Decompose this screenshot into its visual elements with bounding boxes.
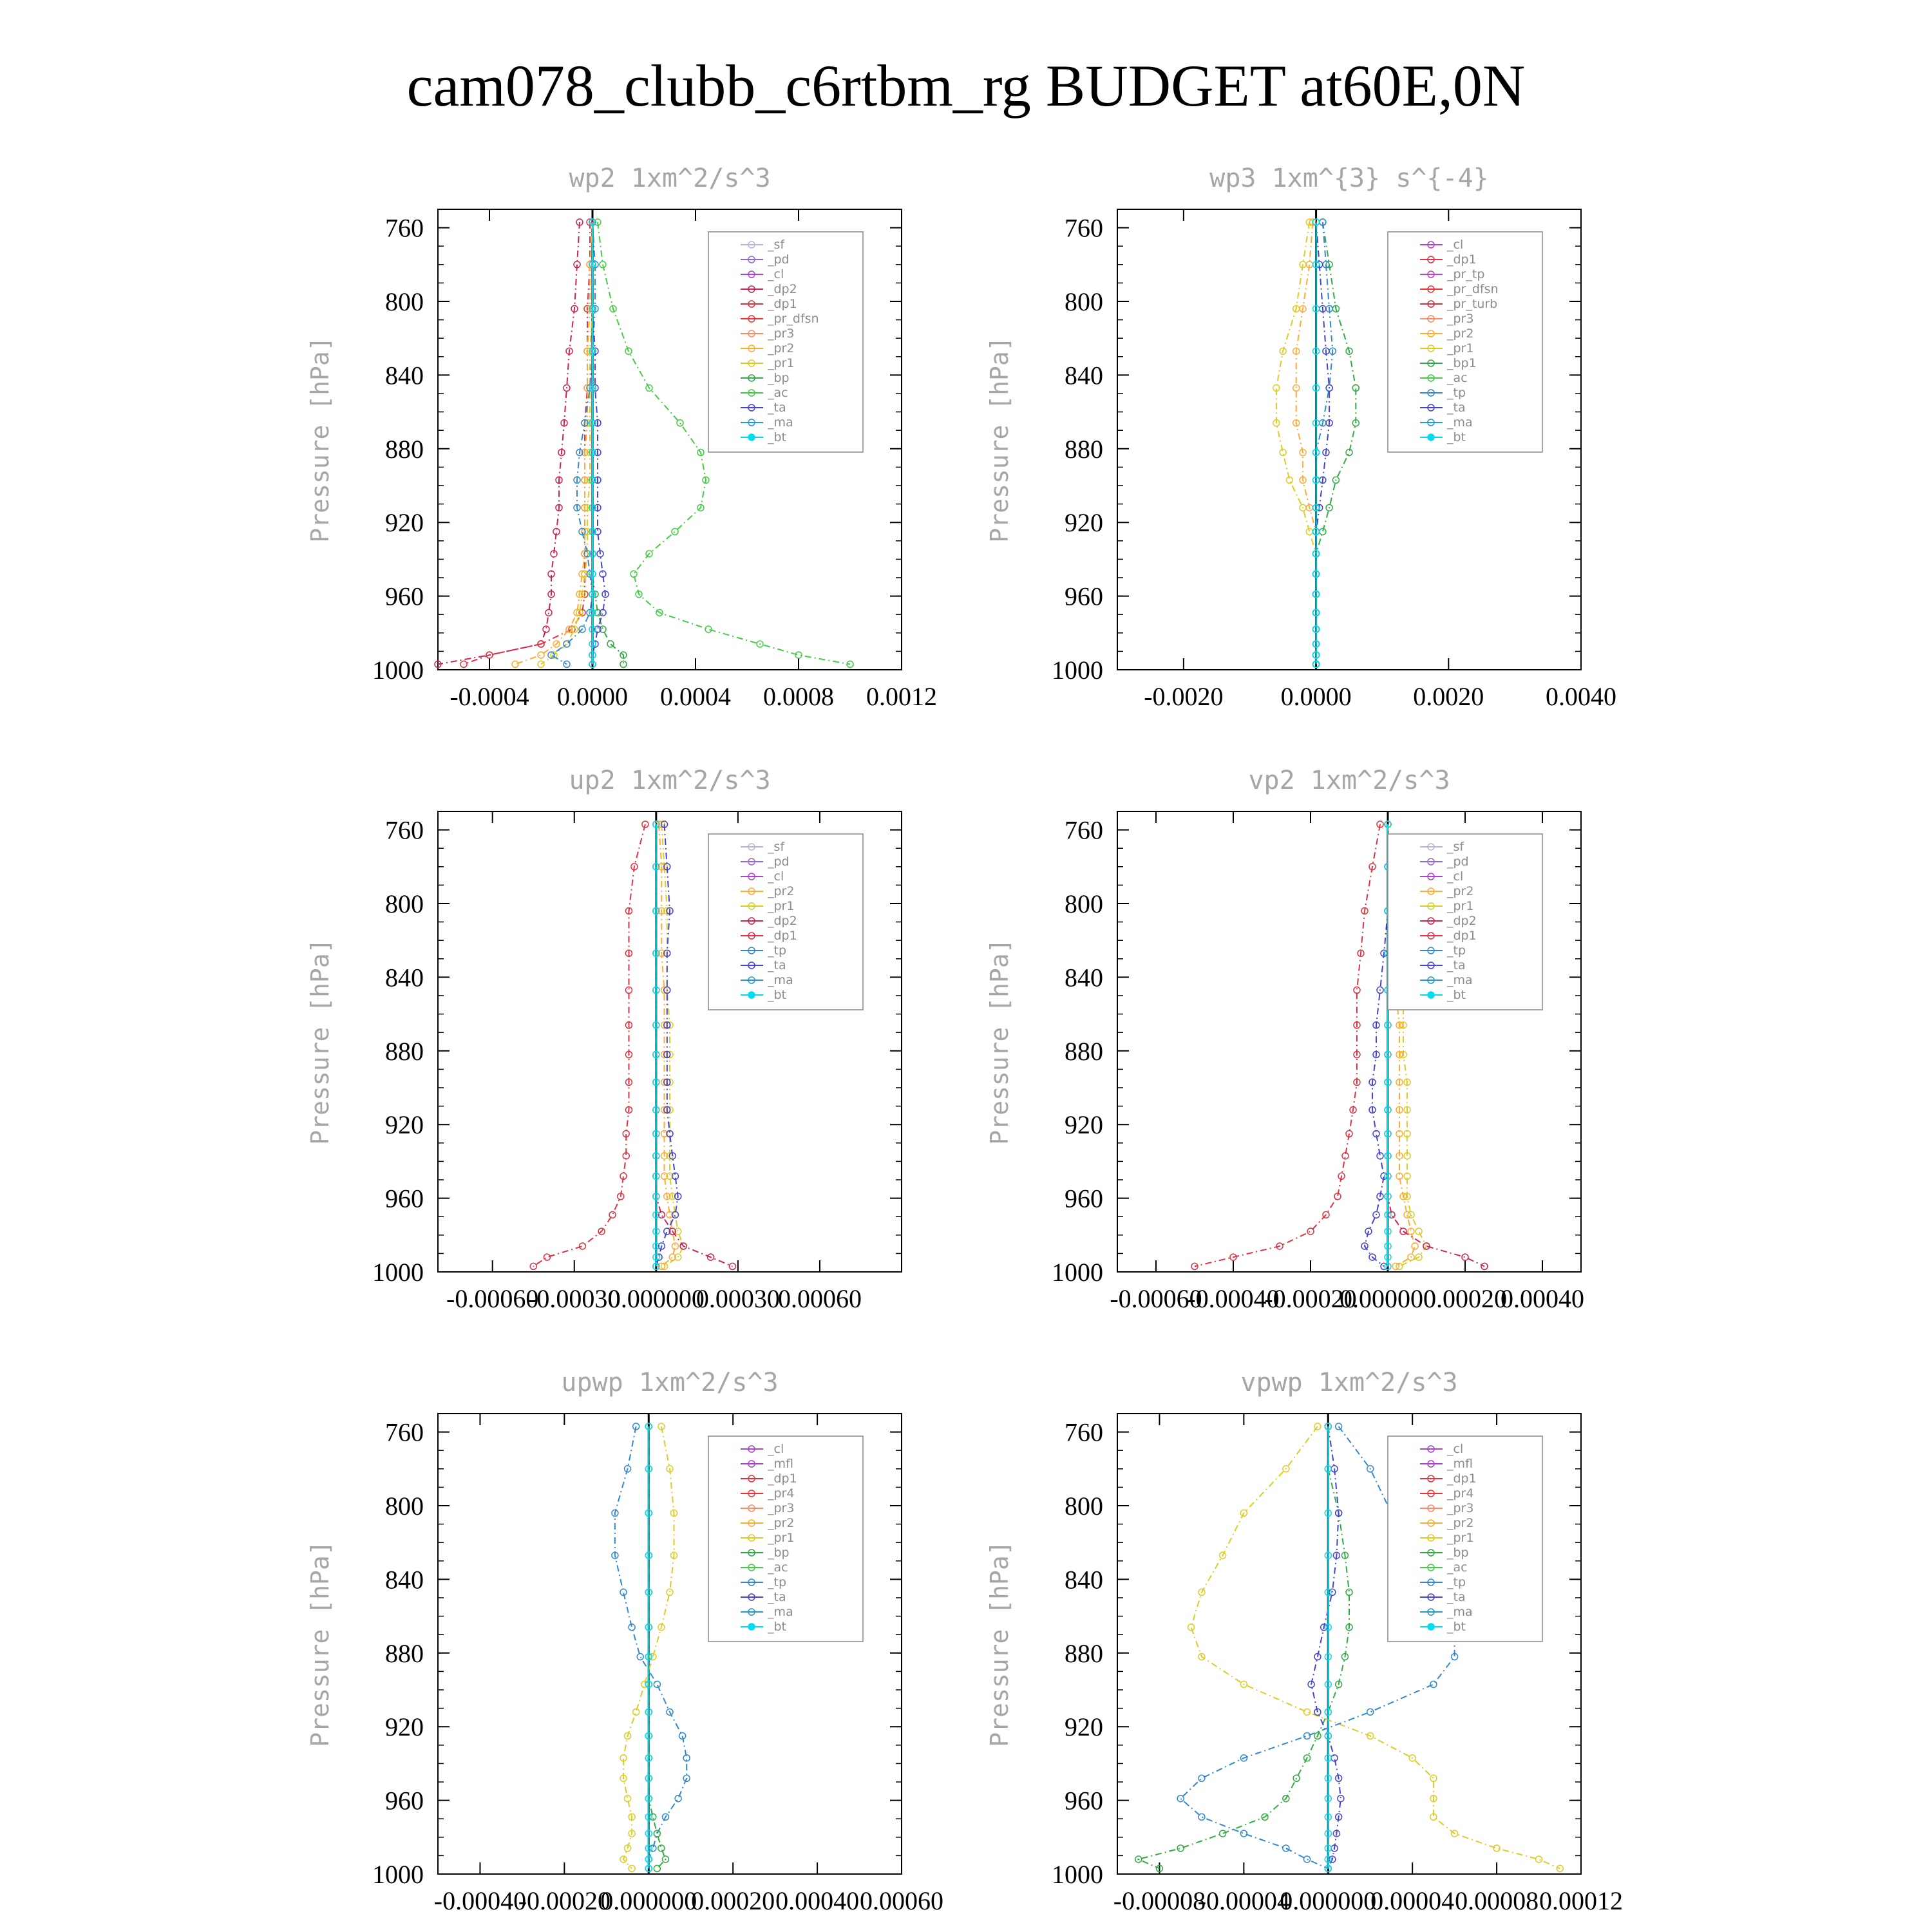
- legend-entry: _pr4: [1447, 1486, 1474, 1501]
- y-tick-label: 920: [1065, 1110, 1103, 1140]
- legend-entry: _ac: [1447, 1560, 1468, 1575]
- panel-3: [985, 766, 1584, 1313]
- marker-p5-_tp-13: [1198, 1814, 1205, 1820]
- y-tick-label: 1000: [1052, 656, 1103, 685]
- legend-entry: _dp2: [768, 282, 797, 296]
- marker-p5-_tp-12: [1177, 1795, 1184, 1802]
- x-tick-label: -0.00060: [1110, 1284, 1202, 1313]
- y-tick-label: 1000: [1052, 1258, 1103, 1287]
- series-line-_tp: [1316, 222, 1333, 664]
- marker-p0-_ac-5: [677, 420, 683, 426]
- legend-entry: _ta: [768, 1590, 786, 1604]
- legend-entry: _pd: [768, 855, 790, 869]
- marker-p2-_dp2-17: [729, 1263, 735, 1269]
- legend-entry: _sf: [768, 840, 785, 854]
- y-tick-label: 800: [385, 889, 424, 918]
- legend-entry: _tp: [768, 943, 787, 958]
- y-tick-label: 840: [385, 1565, 424, 1595]
- legend-entry: _cl: [768, 267, 784, 281]
- x-tick-label: 0.00004: [1370, 1886, 1455, 1915]
- marker-p5-_tp-9: [1304, 1733, 1311, 1739]
- marker-p0-_pr2-17: [512, 661, 518, 667]
- y-tick-label: 880: [1065, 434, 1103, 464]
- x-tick-label: -0.00030: [528, 1284, 621, 1313]
- legend-entry: _pr3: [768, 1501, 795, 1515]
- marker-p0-_bp-15: [607, 641, 614, 647]
- legend-entry: _pr1: [1447, 1531, 1474, 1545]
- legend-entry: _dp1: [1447, 252, 1477, 267]
- legend-entry: _pr2: [768, 1516, 795, 1530]
- series-line-_dp1: [533, 824, 645, 1266]
- y-tick-label: 800: [385, 1492, 424, 1520]
- legend-entry: _ma: [768, 1605, 793, 1619]
- y-tick-label: 920: [385, 1110, 424, 1140]
- y-tick-label: 880: [385, 1036, 424, 1066]
- marker-p4-_tp-12: [675, 1795, 681, 1802]
- legend-entry: _pr3: [1447, 1501, 1474, 1515]
- panel-5: [985, 1368, 1623, 1915]
- series-line-_dp1: [1195, 824, 1380, 1266]
- y-tick-label: 800: [385, 287, 424, 316]
- legend-entry: _ac: [1447, 371, 1468, 385]
- legend-entry: _pr1: [1447, 341, 1474, 355]
- y-tick-label: 760: [385, 815, 424, 845]
- legend-entry: _pr4: [768, 1486, 795, 1501]
- x-tick-label: 0.000000: [1340, 1284, 1436, 1313]
- y-tick-label: 840: [1065, 963, 1103, 992]
- x-tick-label: -0.00040: [433, 1886, 527, 1915]
- series-line-_pr2: [515, 222, 592, 664]
- marker-p4-_bp-17: [654, 1865, 660, 1871]
- y-tick-label: 960: [1065, 582, 1103, 611]
- y-axis-label: Pressure [hPa]: [985, 1540, 1014, 1747]
- legend-marker: [748, 434, 755, 440]
- series-line-_pr1: [1276, 222, 1316, 664]
- legend-entry: _ac: [768, 1560, 788, 1575]
- marker-p5-_tp-15: [1283, 1845, 1289, 1852]
- legend-entry: _sf: [1447, 840, 1464, 854]
- legend-entry: _cl: [768, 869, 784, 884]
- y-tick-label: 800: [1065, 889, 1103, 918]
- legend-entry: _bt: [1447, 1620, 1466, 1634]
- legend-entry: _pr2: [1447, 884, 1474, 898]
- legend-entry: _bt: [1447, 988, 1466, 1002]
- legend-entry: _pr1: [768, 899, 795, 913]
- legend-entry: _bp1: [1447, 356, 1477, 370]
- legend-entry: _bt: [768, 430, 787, 444]
- legend-entry: _ma: [1447, 1605, 1473, 1619]
- marker-p5-_tp-8: [1367, 1709, 1374, 1715]
- series-line-_tp: [615, 1426, 687, 1868]
- legend-entry: _pr2: [768, 341, 795, 355]
- x-tick-label: 0.00020: [691, 1886, 775, 1915]
- marker-p5-_tp-7: [1430, 1681, 1437, 1687]
- marker-p5-_ta-12: [1338, 1795, 1344, 1802]
- legend-marker: [1428, 992, 1434, 998]
- y-tick-label: 960: [385, 1184, 424, 1213]
- x-tick-label: -0.00020: [1264, 1284, 1357, 1313]
- y-tick-label: 920: [1065, 1712, 1103, 1742]
- x-tick-label: 0.00040: [775, 1886, 860, 1915]
- legend-entry: _ta: [768, 401, 786, 415]
- y-axis-label: Pressure [hPa]: [306, 1540, 334, 1747]
- series-line-_ta: [1311, 1426, 1341, 1868]
- panel-2: [306, 766, 902, 1313]
- legend-entry: _tp: [1447, 386, 1466, 400]
- y-tick-label: 960: [385, 1786, 424, 1815]
- legend-entry: _pr2: [768, 884, 795, 898]
- x-tick-label: -0.00020: [518, 1886, 611, 1915]
- y-axis-label: Pressure [hPa]: [306, 938, 334, 1145]
- y-tick-label: 760: [1065, 815, 1103, 845]
- marker-p0-_ac-9: [672, 529, 678, 535]
- x-tick-label: 0.000000: [1280, 1886, 1377, 1915]
- marker-p3-_dp2-17: [1481, 1263, 1488, 1269]
- legend-entry: _dp2: [1447, 914, 1477, 928]
- marker-p4-_tp-7: [654, 1681, 660, 1687]
- legend-marker: [748, 992, 755, 998]
- panel-title: wp2 1xm^2/s^3: [569, 164, 771, 193]
- legend-entry: _dp1: [768, 929, 797, 943]
- marker-p3-_pr2-13: [1404, 1211, 1410, 1218]
- x-tick-label: 0.00060: [777, 1284, 862, 1313]
- marker-p5-_tp-16: [1304, 1856, 1311, 1862]
- series-line-_dp2: [438, 222, 580, 664]
- y-tick-label: 880: [385, 1638, 424, 1668]
- legend-entry: _ta: [1447, 1590, 1466, 1604]
- x-tick-label: 0.00012: [1539, 1886, 1623, 1915]
- legend-entry: _ma: [1447, 415, 1473, 430]
- y-tick-label: 880: [1065, 1638, 1103, 1668]
- marker-p5-_bp-14: [1220, 1830, 1226, 1837]
- legend-entry: _pr3: [1447, 312, 1474, 326]
- marker-p2-_dp1-13: [609, 1211, 616, 1218]
- marker-p5-_tp-14: [1240, 1830, 1247, 1837]
- marker-p3-_pr1-14: [1416, 1228, 1422, 1235]
- panel-title: wp3 1xm^{3} s^{-4}: [1209, 164, 1489, 193]
- x-tick-label: 0.00020: [1423, 1284, 1507, 1313]
- marker-p0-_pr1-17: [538, 661, 544, 667]
- marker-p0-_pr2-16: [538, 652, 544, 658]
- legend-entry: _mfl: [1447, 1457, 1473, 1471]
- x-tick-label: 0.000000: [607, 1284, 705, 1313]
- x-tick-label: 0.00060: [860, 1886, 943, 1915]
- marker-p2-_dp1-15: [579, 1243, 585, 1249]
- x-tick-label: 0.0000: [557, 682, 628, 711]
- y-tick-label: 800: [1065, 287, 1103, 316]
- marker-p5-_tp-11: [1198, 1775, 1205, 1781]
- series-line-_bp: [649, 1426, 665, 1868]
- legend-entry: _pd: [1447, 855, 1469, 869]
- legend-entry: _pr_dfsn: [1447, 282, 1499, 296]
- legend-entry: _pr3: [768, 327, 795, 341]
- legend-entry: _mfl: [768, 1457, 793, 1471]
- marker-p0-_bp-17: [620, 661, 627, 667]
- y-tick-label: 960: [385, 582, 424, 611]
- y-tick-label: 960: [1065, 1184, 1103, 1213]
- marker-p3-_pr2-15: [1412, 1243, 1418, 1249]
- y-tick-label: 760: [1065, 213, 1103, 243]
- marker-p5-_pr1-8: [1304, 1709, 1311, 1715]
- x-tick-label: -0.00040: [1187, 1284, 1280, 1313]
- y-tick-label: 840: [1065, 1565, 1103, 1595]
- y-tick-label: 960: [1065, 1786, 1103, 1815]
- panel-title: vpwp 1xm^2/s^3: [1240, 1368, 1458, 1397]
- panel-0: [306, 164, 937, 711]
- x-tick-label: 0.00040: [1501, 1284, 1584, 1313]
- legend-entry: _bp: [768, 371, 790, 385]
- legend-entry: _ma: [768, 973, 793, 987]
- legend-entry: _ta: [1447, 401, 1466, 415]
- legend-entry: _dp1: [768, 1472, 797, 1486]
- y-tick-label: 1000: [372, 1258, 424, 1287]
- x-tick-label: 0.0012: [866, 682, 937, 711]
- legend-entry: _tp: [768, 1575, 787, 1589]
- marker-p3-_pr2-17: [1392, 1263, 1399, 1269]
- marker-p0-_tp-17: [564, 661, 570, 667]
- y-tick-label: 920: [385, 508, 424, 538]
- panel-4: [306, 1368, 943, 1915]
- legend-entry: _cl: [1447, 238, 1464, 252]
- legend-entry: _sf: [768, 238, 785, 252]
- x-tick-label: 0.0000: [1280, 682, 1352, 711]
- x-tick-label: -0.00004: [1197, 1886, 1291, 1915]
- legend-entry: _bt: [768, 988, 787, 1002]
- page-title: cam078_clubb_c6rtbm_rg BUDGET at60E,0N: [406, 53, 1526, 118]
- legend-entry: _dp1: [1447, 929, 1477, 943]
- y-tick-label: 760: [385, 1417, 424, 1447]
- y-tick-label: 920: [1065, 508, 1103, 538]
- legend-entry: _dp1: [768, 297, 797, 311]
- panel-title: up2 1xm^2/s^3: [569, 766, 771, 795]
- y-tick-label: 1000: [372, 656, 424, 685]
- legend-entry: _bp: [768, 1546, 790, 1560]
- x-tick-label: 0.0004: [660, 682, 731, 711]
- y-tick-label: 840: [385, 361, 424, 390]
- y-tick-label: 840: [385, 963, 424, 992]
- legend-entry: _ma: [1447, 973, 1473, 987]
- legend-entry: _dp2: [768, 914, 797, 928]
- legend-entry: _pr_turb: [1447, 297, 1498, 311]
- panel-title: vp2 1xm^2/s^3: [1248, 766, 1450, 795]
- marker-p0-_dp2-13: [545, 609, 552, 616]
- legend-entry: _pr_dfsn: [768, 312, 819, 326]
- legend-entry: _bp: [1447, 1546, 1469, 1560]
- panel-1: [985, 164, 1616, 711]
- marker-p4-_pr1-4: [667, 1589, 673, 1595]
- marker-p5-_pr1-5: [1188, 1624, 1195, 1631]
- x-tick-label: -0.00060: [446, 1284, 539, 1313]
- marker-p4-_pr1-17: [629, 1865, 635, 1871]
- series-line-_bp1: [1316, 222, 1356, 664]
- legend-entry: _cl: [768, 1442, 784, 1456]
- legend-marker: [748, 1624, 755, 1630]
- x-tick-label: 0.0020: [1413, 682, 1484, 711]
- y-axis-label: Pressure [hPa]: [985, 336, 1014, 543]
- x-tick-label: -0.0020: [1144, 682, 1224, 711]
- legend-entry: _bt: [768, 1620, 787, 1634]
- legend-marker: [1428, 434, 1434, 440]
- marker-p1-_pr2-4: [1293, 384, 1300, 391]
- y-tick-label: 800: [1065, 1492, 1103, 1520]
- y-tick-label: 880: [385, 434, 424, 464]
- legend-entry: _dp1: [1447, 1472, 1477, 1486]
- legend-entry: _pr1: [768, 356, 795, 370]
- y-axis-label: Pressure [hPa]: [306, 336, 334, 543]
- legend-entry: _pr2: [1447, 327, 1474, 341]
- x-tick-label: 0.0008: [763, 682, 834, 711]
- legend-entry: _pd: [768, 252, 790, 267]
- series-line-_bp: [1139, 1426, 1349, 1868]
- marker-p5-_pr1-16: [1536, 1856, 1542, 1862]
- legend-entry: _pr1: [768, 1531, 795, 1545]
- y-tick-label: 880: [1065, 1036, 1103, 1066]
- legend-entry: _ma: [768, 415, 793, 430]
- y-tick-label: 760: [1065, 1417, 1103, 1447]
- legend-entry: _pr_tp: [1447, 267, 1485, 281]
- series-line-_dp1: [464, 222, 590, 664]
- legend-entry: _cl: [1447, 869, 1464, 884]
- y-axis-label: Pressure [hPa]: [985, 938, 1014, 1145]
- x-tick-label: -0.0004: [450, 682, 529, 711]
- legend-entry: _pr1: [1447, 899, 1474, 913]
- legend-entry: _ta: [1447, 958, 1466, 972]
- legend-entry: _ac: [768, 386, 788, 400]
- legend-marker: [1428, 1624, 1434, 1630]
- y-tick-label: 1000: [372, 1860, 424, 1889]
- x-tick-label: 0.00030: [696, 1284, 780, 1313]
- marker-p2-_dp1-4: [625, 987, 632, 993]
- marker-p3-_dp1-4: [1354, 987, 1360, 993]
- legend-entry: _bt: [1447, 430, 1466, 444]
- legend-entry: _pr2: [1447, 1516, 1474, 1530]
- panel-title: upwp 1xm^2/s^3: [561, 1368, 779, 1397]
- marker-p2-_dp1-16: [544, 1254, 550, 1260]
- marker-p4-_tp-6: [637, 1654, 643, 1660]
- x-tick-label: 0.0040: [1546, 682, 1616, 711]
- marker-p0-_dp1-17: [460, 661, 467, 667]
- x-tick-label: 0.00008: [1455, 1886, 1539, 1915]
- marker-p3-_dp1-14: [1307, 1228, 1314, 1235]
- x-tick-label: 0.000000: [600, 1886, 697, 1915]
- x-tick-label: -0.00008: [1113, 1886, 1206, 1915]
- legend-entry: _ta: [768, 958, 786, 972]
- y-tick-label: 760: [385, 213, 424, 243]
- y-tick-label: 1000: [1052, 1860, 1103, 1889]
- marker-p3-_dp2-16: [1462, 1254, 1468, 1260]
- marker-p5-_pr1-11: [1430, 1775, 1437, 1781]
- y-tick-label: 920: [385, 1712, 424, 1742]
- y-tick-label: 840: [1065, 361, 1103, 390]
- legend-entry: _tp: [1447, 943, 1466, 958]
- legend-entry: _tp: [1447, 1575, 1466, 1589]
- legend-entry: _cl: [1447, 1442, 1464, 1456]
- marker-p5-_bp-4: [1346, 1589, 1352, 1595]
